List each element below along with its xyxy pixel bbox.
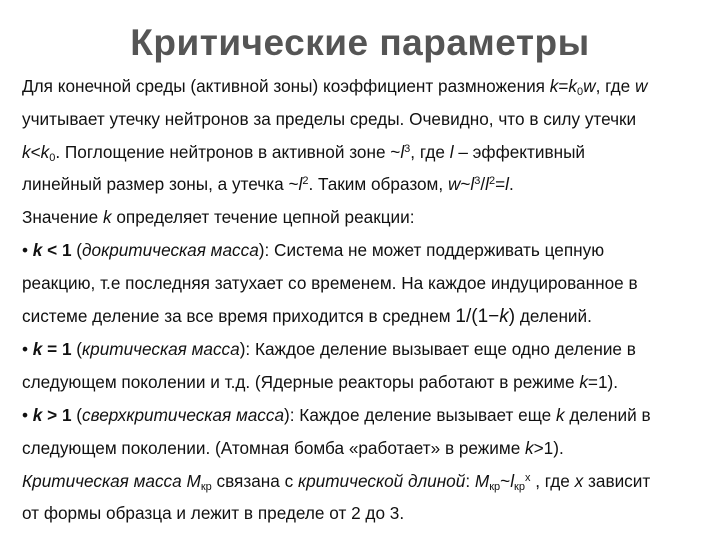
slide-body [22,70,702,530]
text-line-1: Для конечной среды (активной зоны) коэффициент размножения $k=k_0w$, где w [22,76,648,98]
text-line-4: линейный размер зоны, а утечка $\sim l^2$. Таким образом, $w\sim l^3/l^2=l$. [22,174,514,195]
text-line-8: системе деление за все время приходится в среднем 1/(1−k) делений. [22,305,592,327]
slide-title: Критические параметры [130,22,590,63]
bullet-critical: • k = 1 (критическая масса): Каждое деление вызывает еще одно деление в [22,339,636,360]
bullet-supercritical: • k > 1 (сверхкритическая масса): Каждое деление вызывает еще k делений в [22,404,651,425]
text-line-2: учитывает утечку нейтронов за пределы среды. Очевидно, что в силу утечки [22,108,637,129]
text-line-12: следующем поколении. (Атомная бомба «работает» в режиме k>1). [22,437,564,458]
text-line-3: $k<k_0$. Поглощение нейтронов в активной зоне $\sim l^3$, где l – эффективный [22,141,586,164]
text-line-13: Критическая масса $M_{кр}$ связана с критической длиной: $M_{кр}\sim l_{кр}^x$ , где x зависит [22,470,651,493]
bullet-subcritical: • k < 1 (докритическая масса): Система не может поддерживать цепную [22,239,605,260]
text-line-14: от формы образца и лежит в пределе от 2 до 3. [22,503,405,524]
text-line-10: следующем поколении и т.д. (Ядерные реакторы работают в режиме k=1). [22,372,619,393]
text-line-7: реакцию, т.е последняя затухает со временем. На каждое индуцированное в [22,272,638,293]
text-line-5: Значение k определяет течение цепной реакции: [22,207,415,228]
